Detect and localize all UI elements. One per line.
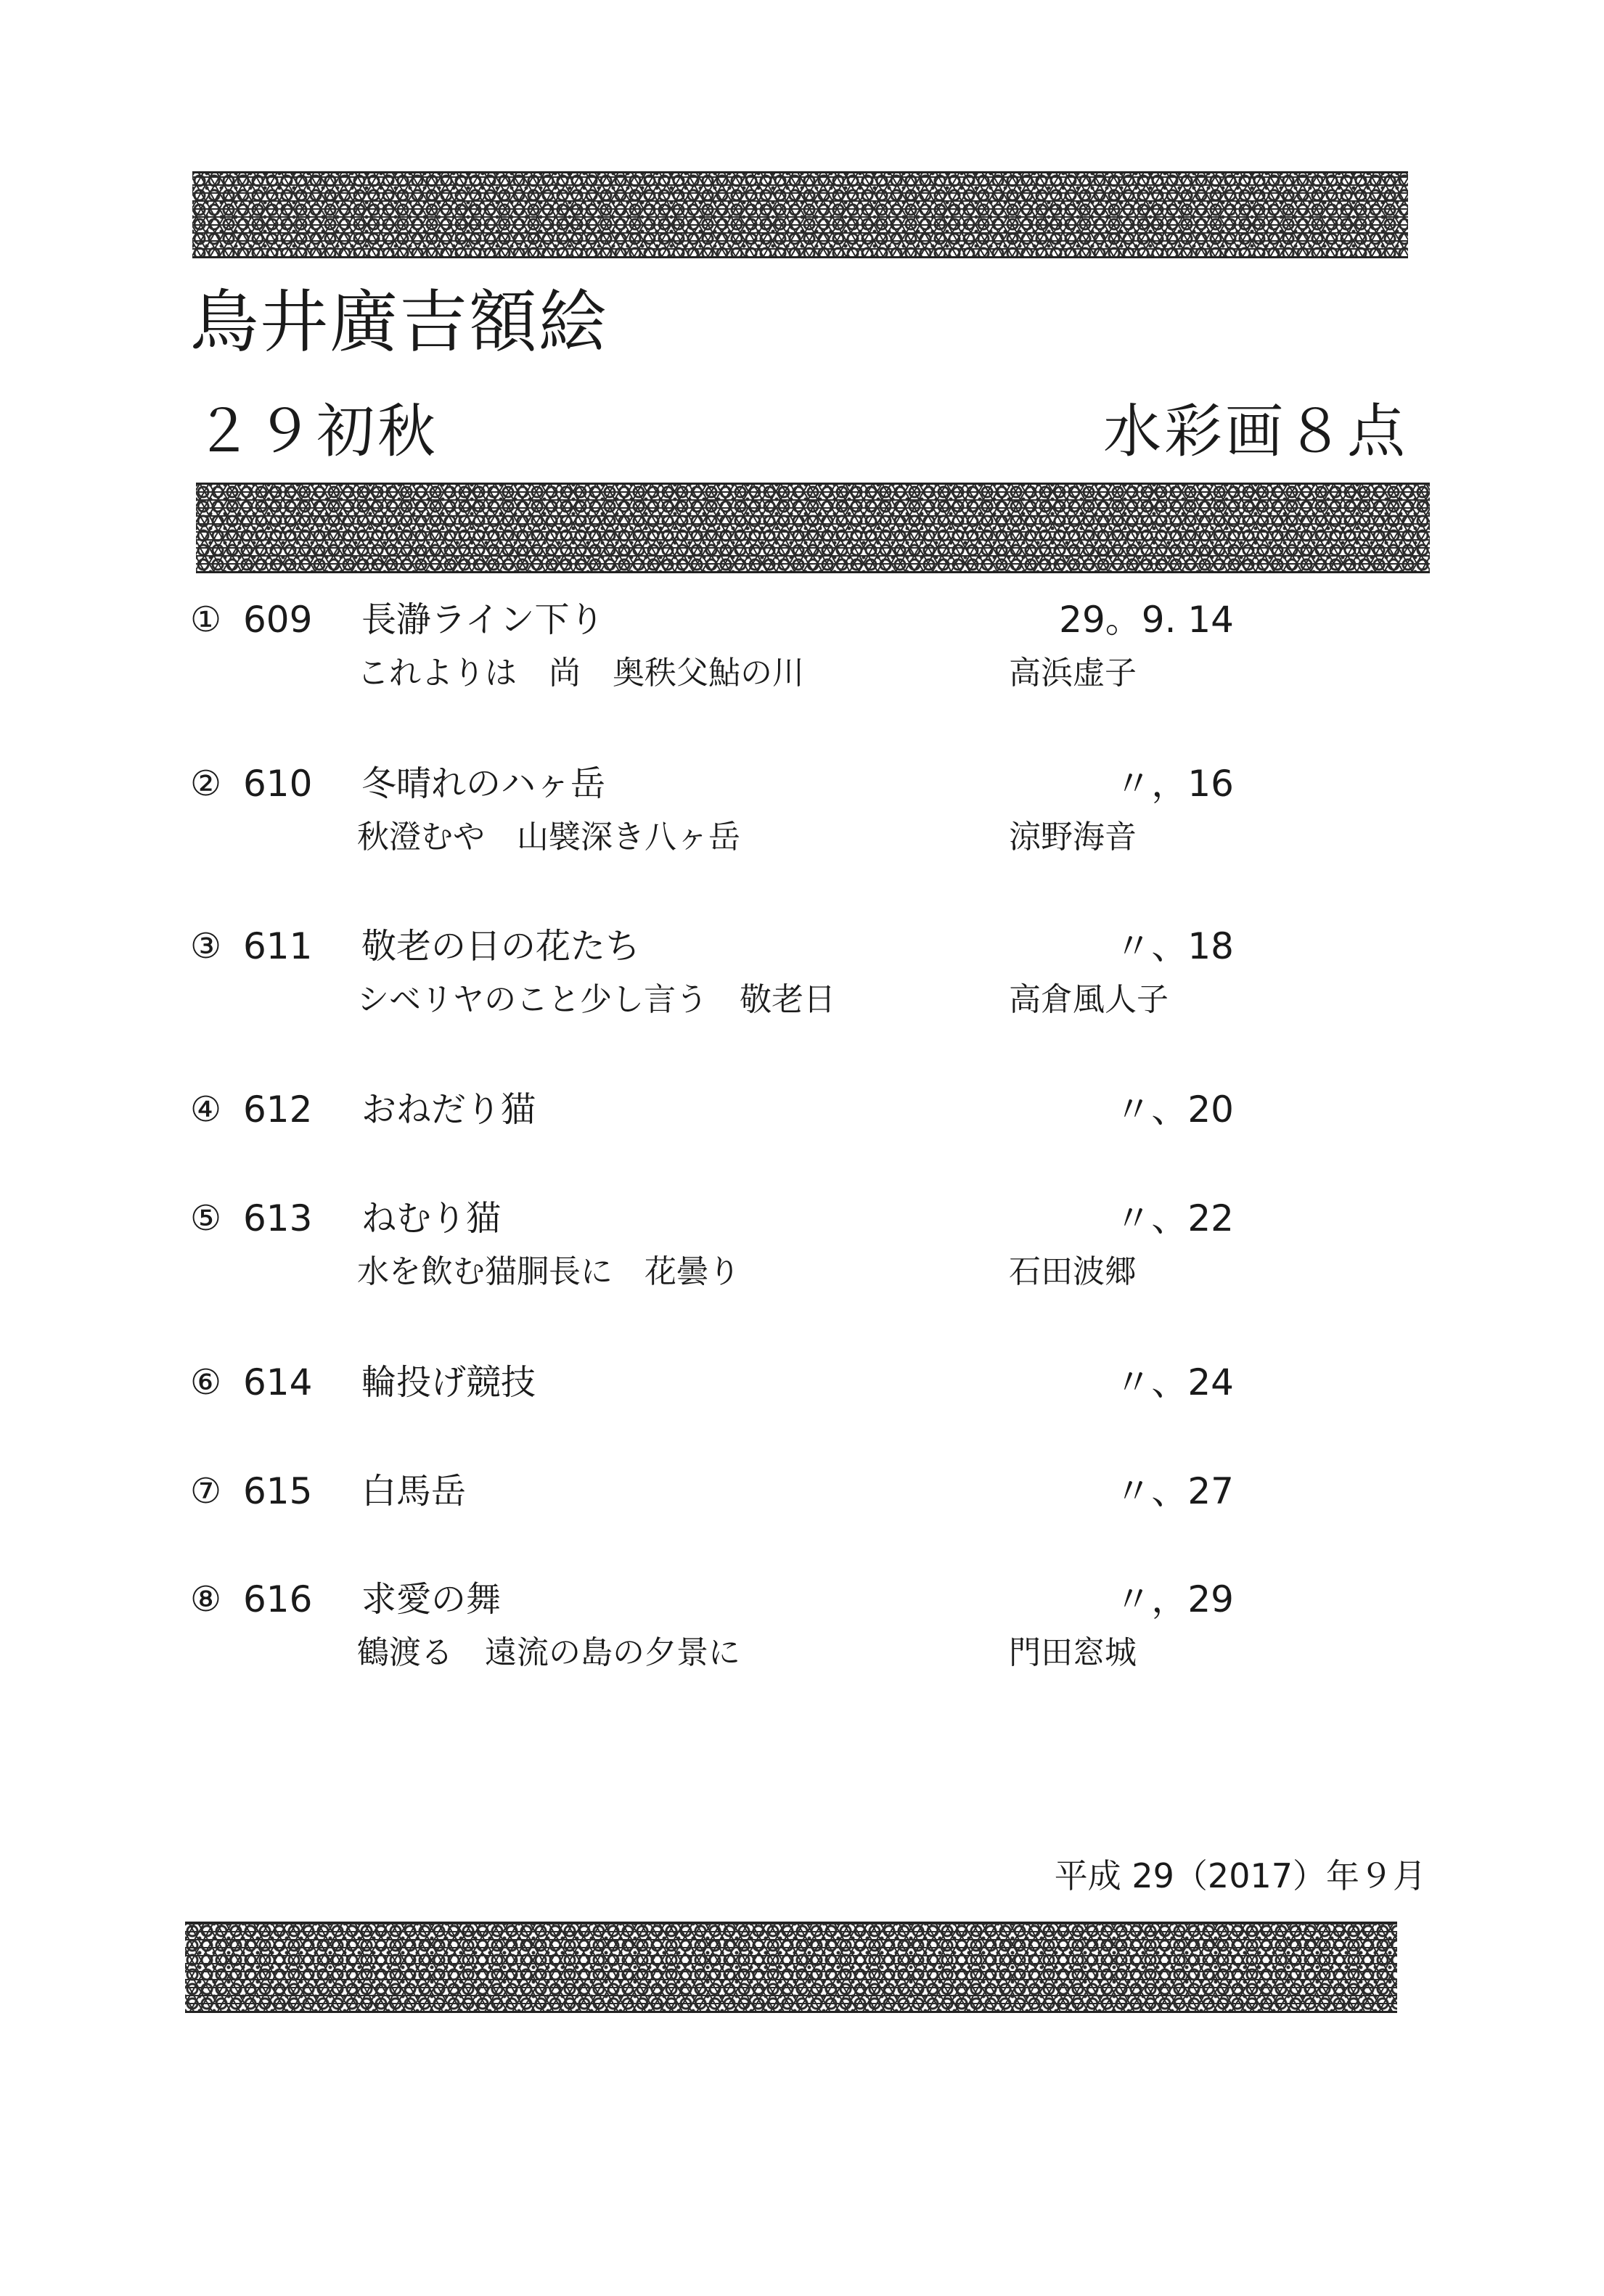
entry-index: ⑤ [190,1198,222,1239]
entry-index: ⑥ [190,1362,222,1403]
season-subtitle: ２９初秋 [195,398,438,465]
entry-number: 611 [243,925,313,967]
entry-haiku: 鶴渡る 遠流の島の夕景に [357,1634,740,1671]
entry-date: 〃，16 [1115,763,1234,805]
entry-haiku: 秋澄むや 山襞深き八ヶ岳 [357,819,740,856]
entry-date: 29。9. 14 [1059,599,1234,641]
entry-7 [0,1468,1604,1577]
entry-date: 〃、27 [1115,1470,1234,1512]
entry-index: ③ [190,926,222,967]
entry-number: 615 [243,1470,313,1512]
entry-haiku: 水を飲む猫胴長に 花曇り [357,1253,740,1290]
entry-number: 616 [243,1578,313,1620]
entry-date: 〃，29 [1115,1578,1234,1620]
entry-number: 614 [243,1361,313,1403]
entry-title: 白馬岳 [361,1471,467,1512]
entry-author: 石田波郷 [1009,1253,1137,1290]
entry-date: 〃、20 [1115,1088,1234,1131]
entry-title: 長瀞ライン下り [361,599,605,640]
entry-title: ねむり猫 [361,1198,502,1239]
entry-6 [0,1359,1604,1468]
entry-number: 610 [243,763,313,805]
entry-index: ⑦ [190,1471,222,1512]
bottom-decorative-band [185,1922,1397,2013]
entry-index: ⑧ [190,1579,222,1620]
entry-date: 〃、18 [1115,925,1234,967]
entry-number: 613 [243,1197,313,1239]
middle-decorative-band [196,483,1430,573]
entry-title: 冬晴れのハヶ岳 [361,763,606,804]
entry-haiku: これよりは 尚 奥秩父鮎の川 [357,655,804,692]
entry-number: 609 [243,599,313,641]
entry-number: 612 [243,1088,313,1131]
entry-author: 涼野海音 [1009,819,1137,856]
entry-author: 高倉風人子 [1009,981,1169,1018]
entry-title: 求愛の舞 [361,1579,502,1620]
entry-5 [0,1195,1604,1304]
entry-2 [0,760,1604,869]
entry-author: 門田窓城 [1009,1634,1137,1671]
entry-8 [0,1576,1604,1685]
entry-index: ② [190,763,222,804]
issue-date: 平成 29（2017）年９月 [1054,1856,1426,1895]
entry-haiku: シベリヤのこと少し言う 敬老日 [357,981,836,1018]
entry-4 [0,1086,1604,1195]
entry-title: 輪投げ競技 [361,1362,536,1403]
entry-author: 高浜虚子 [1009,655,1137,692]
entry-index: ① [190,599,222,640]
top-decorative-band [192,171,1408,258]
entry-date: 〃、24 [1115,1361,1234,1403]
entry-title: おねだり猫 [361,1089,536,1130]
entry-index: ④ [190,1089,222,1130]
entry-title: 敬老の日の花たち [361,926,641,967]
medium-subtitle: 水彩画８点 [1103,398,1408,465]
entry-3 [0,923,1604,1032]
page-title: 鳥井廣吉額絵 [190,283,609,362]
entry-date: 〃、22 [1115,1197,1234,1239]
entry-1 [0,596,1604,705]
